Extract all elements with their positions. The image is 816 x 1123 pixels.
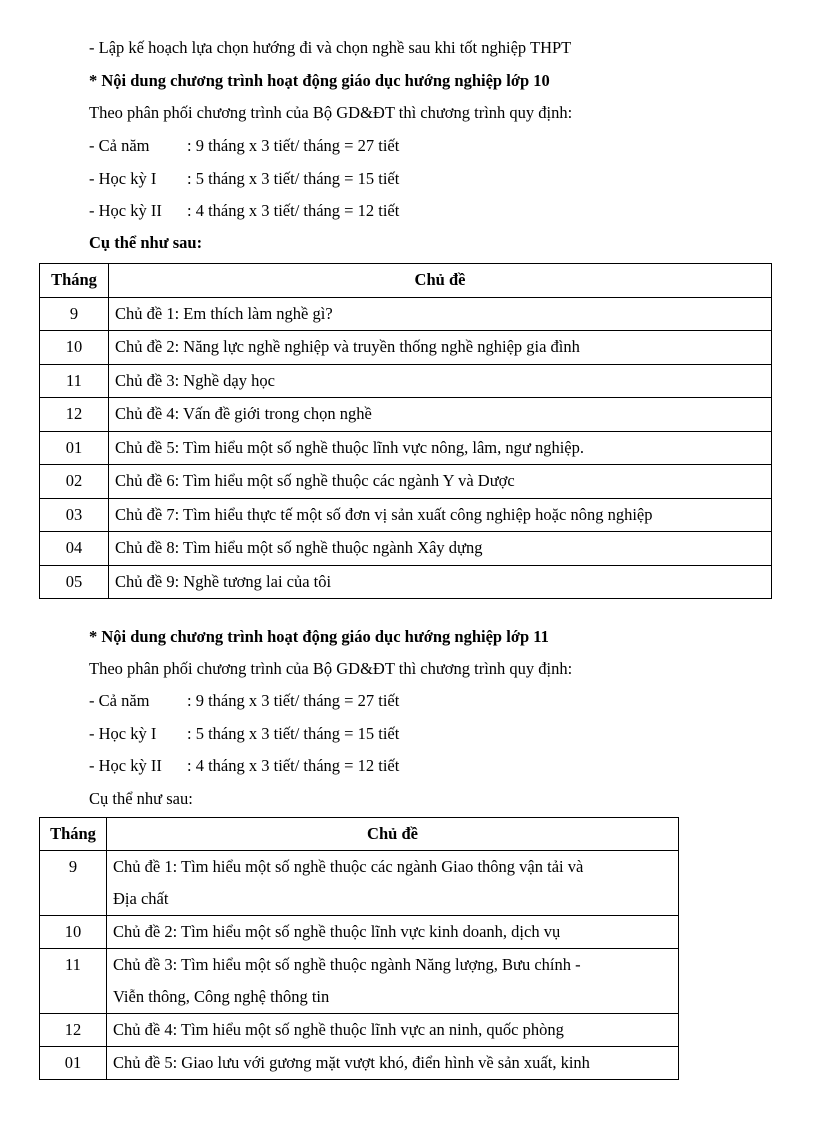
intro-line: - Lập kế hoạch lựa chọn hướng đi và chọn nghề sau khi tốt nghiệp THPT bbox=[89, 38, 572, 57]
month-cell: 9 bbox=[40, 297, 109, 331]
table-row bbox=[40, 1047, 679, 1080]
topic-header: Chủ đề bbox=[109, 264, 772, 298]
schedule-value: : 4 tháng x 3 tiết/ tháng = 12 tiết bbox=[187, 756, 400, 775]
topic-cell: Chủ đề 1: Em thích làm nghề gì? bbox=[109, 297, 772, 331]
topic-cell: Chủ đề 5: Tìm hiểu một số nghề thuộc lĩnh vực nông, lâm, ngư nghiệp. bbox=[109, 431, 772, 465]
topic-line: Chủ đề 1: Tìm hiểu một số nghề thuộc các ngành Giao thông vận tải và bbox=[113, 857, 584, 876]
table-row bbox=[40, 851, 679, 916]
month-cell: 10 bbox=[40, 331, 109, 365]
table-row bbox=[40, 465, 772, 499]
schedule-label: - Học kỳ II bbox=[89, 201, 162, 220]
schedule-label: - Học kỳ I bbox=[89, 724, 157, 743]
topic-line: Chủ đề 3: Tìm hiểu một số nghề thuộc ngành Năng lượng, Bưu chính - bbox=[113, 955, 581, 974]
table-row bbox=[40, 331, 772, 365]
grade11-schedule-sem1 bbox=[89, 724, 399, 744]
table-header-row bbox=[40, 264, 772, 298]
month-header: Tháng bbox=[40, 264, 109, 298]
topic-line: Viễn thông, Công nghệ thông tin bbox=[113, 987, 330, 1006]
topic-cell bbox=[107, 851, 679, 916]
topic-cell: Chủ đề 8: Tìm hiểu một số nghề thuộc ngành Xây dựng bbox=[109, 532, 772, 566]
month-cell: 04 bbox=[40, 532, 109, 566]
month-cell: 01 bbox=[40, 1047, 107, 1080]
schedule-value: : 5 tháng x 3 tiết/ tháng = 15 tiết bbox=[187, 169, 400, 188]
month-cell: 03 bbox=[40, 498, 109, 532]
topic-line: Chủ đề 2: Tìm hiểu một số nghề thuộc lĩnh vực kinh doanh, dịch vụ bbox=[113, 922, 561, 941]
table-row bbox=[40, 532, 772, 566]
schedule-label: - Cả năm bbox=[89, 136, 150, 155]
table-row bbox=[40, 431, 772, 465]
month-cell: 01 bbox=[40, 431, 109, 465]
grade10-schedule-year bbox=[89, 136, 399, 156]
table-header-row bbox=[40, 818, 679, 851]
grade11-topic-table bbox=[39, 817, 679, 1080]
schedule-label: - Học kỳ I bbox=[89, 169, 157, 188]
topic-cell: Chủ đề 2: Năng lực nghề nghiệp và truyền thống nghề nghiệp gia đình bbox=[109, 331, 772, 365]
schedule-value: : 9 tháng x 3 tiết/ tháng = 27 tiết bbox=[187, 136, 400, 155]
topic-cell: Chủ đề 7: Tìm hiểu thực tế một số đơn vị sản xuất công nghiệp hoặc nông nghiệp bbox=[109, 498, 772, 532]
schedule-value: : 5 tháng x 3 tiết/ tháng = 15 tiết bbox=[187, 724, 400, 743]
month-cell: 9 bbox=[40, 851, 107, 916]
table-row bbox=[40, 949, 679, 1014]
grade10-topic-table bbox=[39, 263, 772, 599]
schedule-label: - Học kỳ II bbox=[89, 756, 162, 775]
table-row bbox=[40, 498, 772, 532]
grade10-schedule-sem2 bbox=[89, 201, 399, 221]
topic-line: Chủ đề 5: Giao lưu với gương mặt vượt khó, điển hình về sản xuất, kinh bbox=[113, 1053, 590, 1072]
month-cell: 12 bbox=[40, 398, 109, 432]
grade11-schedule-sem2 bbox=[89, 756, 399, 776]
schedule-value: : 4 tháng x 3 tiết/ tháng = 12 tiết bbox=[187, 201, 400, 220]
month-cell: 05 bbox=[40, 565, 109, 599]
month-cell: 11 bbox=[40, 364, 109, 398]
table-row bbox=[40, 297, 772, 331]
topic-cell: Chủ đề 3: Nghề dạy học bbox=[109, 364, 772, 398]
topic-line: Chủ đề 4: Tìm hiểu một số nghề thuộc lĩnh vực an ninh, quốc phòng bbox=[113, 1020, 564, 1039]
grade11-specifics: Cụ thể như sau: bbox=[89, 789, 193, 808]
topic-cell bbox=[107, 949, 679, 1014]
grade11-schedule-year bbox=[89, 691, 399, 711]
schedule-label: - Cả năm bbox=[89, 691, 150, 710]
grade10-heading: * Nội dung chương trình hoạt động giáo dục hướng nghiệp lớp 10 bbox=[89, 71, 550, 90]
topic-header: Chủ đề bbox=[107, 818, 679, 851]
table-row bbox=[40, 565, 772, 599]
topic-cell: Chủ đề 9: Nghề tương lai của tôi bbox=[109, 565, 772, 599]
topic-cell: Chủ đề 6: Tìm hiểu một số nghề thuộc các ngành Y và Dược bbox=[109, 465, 772, 499]
month-cell: 02 bbox=[40, 465, 109, 499]
grade11-intro: Theo phân phối chương trình của Bộ GD&ĐT thì chương trình quy định: bbox=[89, 659, 573, 678]
grade10-schedule-sem1 bbox=[89, 169, 399, 189]
table-row bbox=[40, 1014, 679, 1047]
table-row bbox=[40, 398, 772, 432]
grade10-specifics: Cụ thể như sau: bbox=[89, 233, 203, 252]
month-cell: 11 bbox=[40, 949, 107, 1014]
schedule-value: : 9 tháng x 3 tiết/ tháng = 27 tiết bbox=[187, 691, 400, 710]
topic-cell bbox=[107, 916, 679, 949]
topic-line: Địa chất bbox=[113, 889, 169, 908]
month-cell: 12 bbox=[40, 1014, 107, 1047]
topic-cell bbox=[107, 1047, 679, 1080]
topic-cell: Chủ đề 4: Vấn đề giới trong chọn nghề bbox=[109, 398, 772, 432]
grade10-intro: Theo phân phối chương trình của Bộ GD&ĐT thì chương trình quy định: bbox=[89, 103, 573, 122]
grade11-heading: * Nội dung chương trình hoạt động giáo dục hướng nghiệp lớp 11 bbox=[89, 627, 549, 646]
month-cell: 10 bbox=[40, 916, 107, 949]
topic-cell bbox=[107, 1014, 679, 1047]
table-row bbox=[40, 364, 772, 398]
table-row bbox=[40, 916, 679, 949]
month-header: Tháng bbox=[40, 818, 107, 851]
